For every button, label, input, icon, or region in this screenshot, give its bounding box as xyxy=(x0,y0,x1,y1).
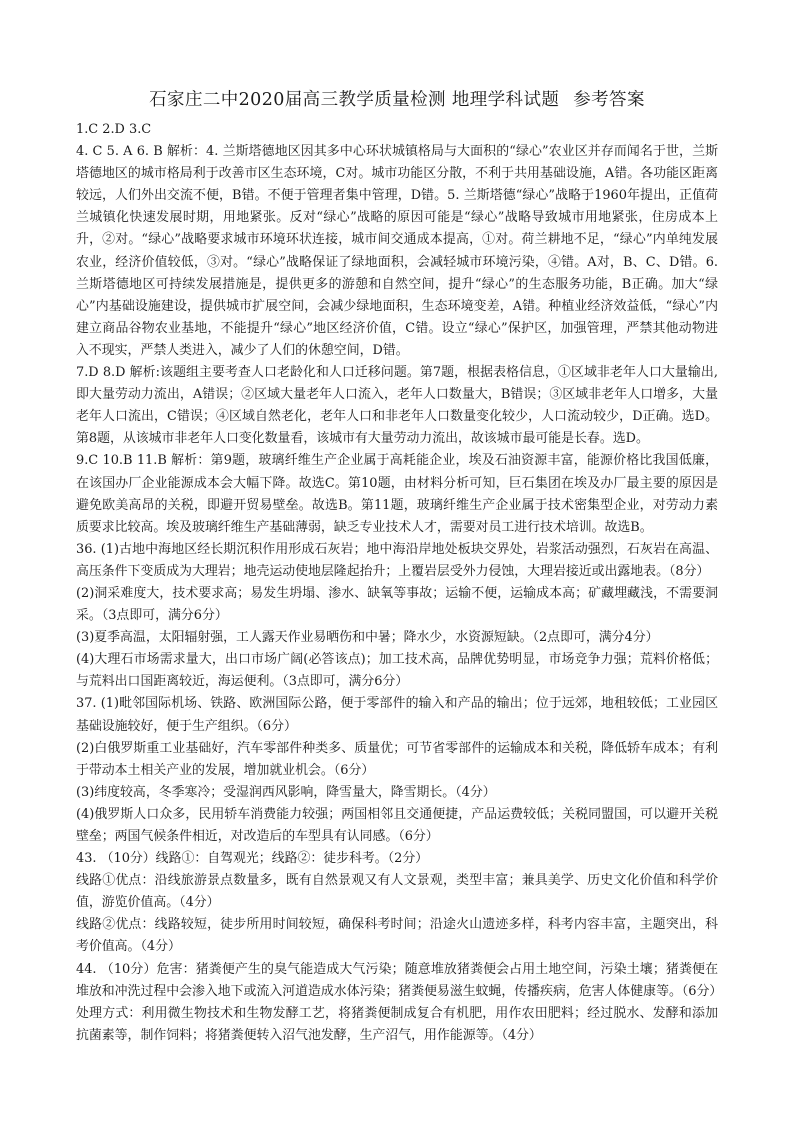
answer-44-treatment: 处理方式：利用微生物技术和生物发酵工艺，将猪粪便制成复合有机肥，用作农田肥料；经过脱水、发酵和添加抗菌素等，制作饲料；将猪粪便转入沼气池发酵，生产沼气，用作能源等。（4分） xyxy=(76,1005,718,1043)
answer-43-route2: 线路②优点：线路较短，徒步所用时间较短，确保科考时间；沿途火山遗迹多样，科考内容丰富，主题突出，科考价值高。（4分） xyxy=(76,917,718,955)
title-sub: 参考答案 xyxy=(573,90,645,110)
answer-body xyxy=(76,119,723,1047)
answer-43-routes: 43. （10分）线路①：自驾观光；线路②：徒步科考。（2分） xyxy=(76,851,429,867)
answer-44-harm: 44. （10分）危害：猪粪便产生的臭气能造成大气污染；随意堆放猪粪便会占用土地空间，污染土壤；猪粪便在堆放和冲洗过程中会渗入地下或流入河道造成水体污染；猪粪便易滋生蚊蝇，传播疾病，危害人体健康等。（6分） xyxy=(76,961,723,999)
answer-36-4: (4)大理石市场需求量大，出口市场广阔(必答该点)；加工技术高，品牌优势明显，市场竞争力强；荒料价格低；与荒料出口国距离较近，海运便利。（3点即可，满分6分） xyxy=(76,652,718,690)
answer-37-1: 37. (1)毗邻国际机场、铁路、欧洲国际公路，便于零部件的输入和产品的输出；位于远郊，地租较低；工业园区基础设施较好，便于生产组织。（6分） xyxy=(76,696,718,734)
answer-36-3: (3)夏季高温，太阳辐射强，工人露天作业易晒伤和中暑；降水少，水资源短缺。（2点即可，满分4分） xyxy=(76,630,659,646)
answer-9-11: 9.C 10.B 11.B 解析：第9题，玻璃纤维生产企业属于高耗能企业，埃及石油资源丰富，能源价格比我国低廉，在该国办厂企业能源成本会大幅下降。故选C。第10题，由材料分析可知，巨石集团在埃及办厂最主要的原因是避免欧美高昂的关税，即避开贸易壁垒。故选B。第11题，玻璃纤维生产企业属于技术密集型企业，对劳动力素质要求比较高。埃及玻璃纤维生产基础薄弱，缺乏专业技术人才，需要对员工进行技术培训。故选B。 xyxy=(76,453,718,535)
answer-1-3: 1.C 2.D 3.C xyxy=(76,122,152,137)
answer-37-2: (2)白俄罗斯重工业基础好，汽车零部件种类多、质量优；可节省零部件的运输成本和关税，降低轿车成本；有利于带动本土相关产业的发展，增加就业机会。（6分） xyxy=(76,740,718,778)
answer-4-6: 4. C 5. A 6. B 解析：4. 兰斯塔德地区因其多中心环状城镇格局与大面积的“绿心”农业区并存而闻名于世，兰斯塔德地区的城市格局利于改善市区生态环境，C对。城市功能区分散，不利于共用基础设施，A错。各功能区距离较远，人们外出交流不便，B错。不便于管理者集中管理，D错。5. 兰斯塔德“绿心”战略于1960年提出，正值荷兰城镇化快速发展时期，用地紧张。反对“绿心”战略的原因可能是“绿心”战略导致城市用地紧张，住房成本上升，②对。“绿心”战略要求城市环境环状连接，城市间交通成本提高，①对。荷兰耕地不足，“绿心”内单纯发展农业，经济价值较低，③对。“绿心”战略保证了绿地面积，会减轻城市环境污染，④错。A对，B、C、D错。6. 兰斯塔德地区可持续发展措施是，提供更多的游憩和自然空间，提升“绿心”的生态服务功能，B正确。加大“绿心”内基础设施建设，提供城市扩展空间，会减少绿地面积，生态环境变差，A错。种植业经济效益低，“绿心”内建立商品谷物农业基地，不能提升“绿心”地区经济价值，C错。设立“绿心”保护区，加强管理，严禁其他动物进入不现实，严禁人类进入，减少了人们的休憩空间，D错。 xyxy=(76,144,718,358)
answer-7-8: 7.D 8.D 解析:该题组主要考查人口老龄化和人口迁移问题。第7题，根据表格信息，①区域非老年人口大量输出,即大量劳动力流出，A错误；②区域大量老年人口流入，老年人口数量大，B错误；③区域非老年人口增多，大量老年人口流出，C错误；④区域自然老化，老年人口和非老年人口数量变化较少，人口流动较少，D正确。选D。第8题，从该城市非老年人口变化数量看，该城市有大量劳动力流出，故该城市最可能是长春。选D。 xyxy=(76,365,718,447)
page-title xyxy=(0,86,794,111)
answer-43-route1: 线路①优点：沿线旅游景点数量多，既有自然景观又有人文景观，类型丰富；兼具美学、历史文化价值和科学价值，游览价值高。（4分） xyxy=(76,873,718,911)
answer-37-4: (4)俄罗斯人口众多，民用轿车消费能力较强；两国相邻且交通便捷，产品运费较低；关税同盟国，可以避开关税壁垒；两国气候条件相近，对改造后的车型具有认同感。（6分） xyxy=(76,806,718,844)
answer-36-2: (2)洞采难度大，技术要求高；易发生坍塌、渗水、缺氧等事故；运输不便，运输成本高；矿藏埋藏浅，不需要洞采。（3点即可，满分6分） xyxy=(76,585,718,624)
answer-36-1: 36. (1)古地中海地区经长期沉积作用形成石灰岩；地中海沿岸地处板块交界处，岩浆活动强烈，石灰岩在高温、高压条件下变质成为大理岩；地壳运动使地层隆起抬升；上覆岩层受外力侵蚀，大理岩接近或出露地表。（8分） xyxy=(76,541,718,579)
answer-37-3: (3)纬度较高，冬季寒冷；受湿润西风影响，降雪量大，降雪期长。（4分） xyxy=(76,784,496,800)
title-main: 石家庄二中2020届高三教学质量检测 地理学科试题 xyxy=(149,90,560,110)
